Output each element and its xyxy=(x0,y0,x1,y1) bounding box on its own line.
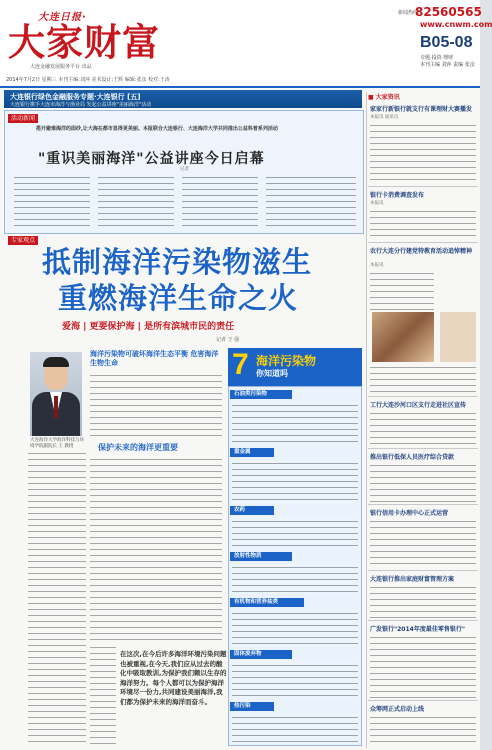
page-section: 专题·投资·理财 xyxy=(420,55,454,61)
pollutant-text xyxy=(232,564,358,594)
news-brief-headline: 大连银行推出家庭财富管理方案 xyxy=(370,576,455,583)
news-brief-divider xyxy=(368,504,478,505)
feature-slogan: 爱海 | 更要保护海 | 是所有滨城市民的责任 xyxy=(62,322,235,332)
feature-section-heading: 保护未来的海洋更重要 xyxy=(98,443,178,452)
news-brief-text xyxy=(370,122,476,184)
pollutant-item: 农药 xyxy=(230,506,274,515)
expert-opinion-tag: 专家观点 xyxy=(8,236,38,245)
activity-news-text-col1 xyxy=(14,174,90,228)
news-brief-text xyxy=(370,634,476,698)
news-brief-text xyxy=(370,270,434,310)
news-brief-headline: 众筹网正式启动上线 xyxy=(370,706,425,713)
feature-byline: 记者 王 强 xyxy=(216,337,240,343)
hotline-number: 82560565 xyxy=(415,5,482,19)
news-brief-divider xyxy=(368,396,478,397)
feature-body-text-right xyxy=(90,456,222,642)
news-brief-divider xyxy=(368,700,478,701)
pollutant-text xyxy=(232,714,358,744)
news-brief-divider xyxy=(368,186,478,187)
pollutant-text xyxy=(232,518,358,548)
pollutant-item: 固体废弃物 xyxy=(230,650,292,659)
activity-news-lead: 搭开避难海洋的面纱,让大海在都市显得更美丽。本报联合大连银行、大连海洋大学共同推出公益科普系列活动 xyxy=(36,126,278,132)
news-photo-side xyxy=(440,312,476,362)
activity-news-byline: 记者 xyxy=(180,167,189,172)
hotline-label: 新闻热线: xyxy=(398,10,420,16)
feature-subheadline: 海洋污染物可破坏海洋生态平衡 危害海洋生物生命 xyxy=(90,350,219,367)
news-brief-headline: 工行大连沙河口区支行走进社区宣传 xyxy=(370,402,467,409)
dateline: 2014年7月2日 星期三 本刊主编:刘萍 美术设计:王辉 编辑:张彦 校对:王涛 xyxy=(6,77,170,83)
page-editors: 本刊主编 刘萍 责编 张彦 xyxy=(420,62,475,68)
feature-pull-quote: 在这次,在今后许多海洋环境污染问题也被重视,在今天,我们应从过去的酸化中吸取教训,为保护我们赖以生存的海洋努力。每个人都可以为保护海洋环境尽一份力,共同建设美丽海洋,我们都为保护未来的海洋而奋斗。 xyxy=(120,650,227,706)
news-brief-divider xyxy=(368,242,478,243)
pollutant-text xyxy=(232,460,358,504)
news-brief-text xyxy=(370,410,476,446)
news-brief-text xyxy=(370,714,476,746)
feature-intro-text xyxy=(90,372,222,438)
news-brief-byline: 本报讯 xyxy=(370,201,384,206)
portrait-caption: 大连海洋大学海洋科技与环境学院副院长 王 教授 xyxy=(30,438,84,449)
pollutant-item: 重金属 xyxy=(230,448,274,457)
pollutants-count: 7 xyxy=(232,348,249,381)
pollutant-text xyxy=(232,402,358,446)
masthead-divider xyxy=(0,86,480,88)
news-photo-group xyxy=(372,312,434,362)
pollutants-box-title: 海洋污染物 xyxy=(256,354,317,368)
pollutants-box-subtitle: 你知道吗 xyxy=(256,369,288,378)
portrait-tie xyxy=(54,396,58,418)
website-url: www.cnwm.com xyxy=(420,20,492,29)
feature-body-text-bottom xyxy=(90,644,116,744)
page-number: B05-08 xyxy=(420,34,473,51)
topic-banner-subtitle: 大连银行携手大连市海洋与渔业局 发起公益讲座"美丽海洋"活动 xyxy=(10,102,152,108)
news-brief-text xyxy=(370,584,476,618)
news-brief-byline: 本报讯 通讯员 xyxy=(370,115,399,120)
pollutant-item: 热污染 xyxy=(230,702,274,711)
news-brief-text xyxy=(370,462,476,502)
activity-news-text-col2 xyxy=(98,174,174,228)
pollutant-text xyxy=(232,610,358,646)
activity-news-text-col4 xyxy=(266,174,356,228)
newspaper-small-logo: 大连日报· xyxy=(38,12,87,23)
pollutant-item: 有机物和营养盐类 xyxy=(230,598,304,607)
news-brief-headline: 推出银行低保人员医疗综合贷款 xyxy=(370,454,455,461)
news-brief-byline: 本报讯 xyxy=(370,263,384,268)
news-brief-headline: 农行大连分行建党特教育活动追悼精神 xyxy=(370,248,473,255)
activity-news-headline: "重识美丽海洋"公益讲座今日启幕 xyxy=(38,151,265,167)
feature-headline-line2: 重燃海洋生命之火 xyxy=(58,281,299,315)
pollutant-text xyxy=(232,662,358,698)
pollutant-item: 石油类污染物 xyxy=(230,390,292,399)
news-brief-text xyxy=(370,518,476,568)
feature-headline-line1: 抵制海洋污染物滋生 xyxy=(42,245,313,279)
news-brief-headline: 广发银行"2014年度最佳零售银行" xyxy=(370,626,465,633)
news-brief-headline: 银行信用卡办理中心正式运营 xyxy=(370,510,449,517)
news-brief-divider xyxy=(368,570,478,571)
news-brief-headline: 家家行新银行就支行有课理财大赛播发 xyxy=(370,106,473,113)
pollutant-item: 放射性物质 xyxy=(230,552,292,561)
news-briefs-title: ■ 大家资讯 xyxy=(368,94,400,101)
feature-body-text-left xyxy=(28,450,86,744)
activity-news-text-col3 xyxy=(182,174,258,228)
news-brief-divider xyxy=(368,620,478,621)
news-brief-text xyxy=(370,364,476,394)
brand-subtitle: 大连金融发展服务平台 出品 xyxy=(30,64,92,70)
portrait-hair xyxy=(43,357,69,367)
news-brief-text xyxy=(370,208,476,240)
news-brief-divider xyxy=(368,448,478,449)
activity-news-tag: 活动新闻 xyxy=(8,114,38,123)
news-brief-headline: 银行卡消费调查发布 xyxy=(370,192,425,199)
brand-logo: 大家财富 xyxy=(8,20,160,64)
topic-banner-title: 大连银行绿色金融服务专题·大连银行 [五] xyxy=(10,93,141,101)
